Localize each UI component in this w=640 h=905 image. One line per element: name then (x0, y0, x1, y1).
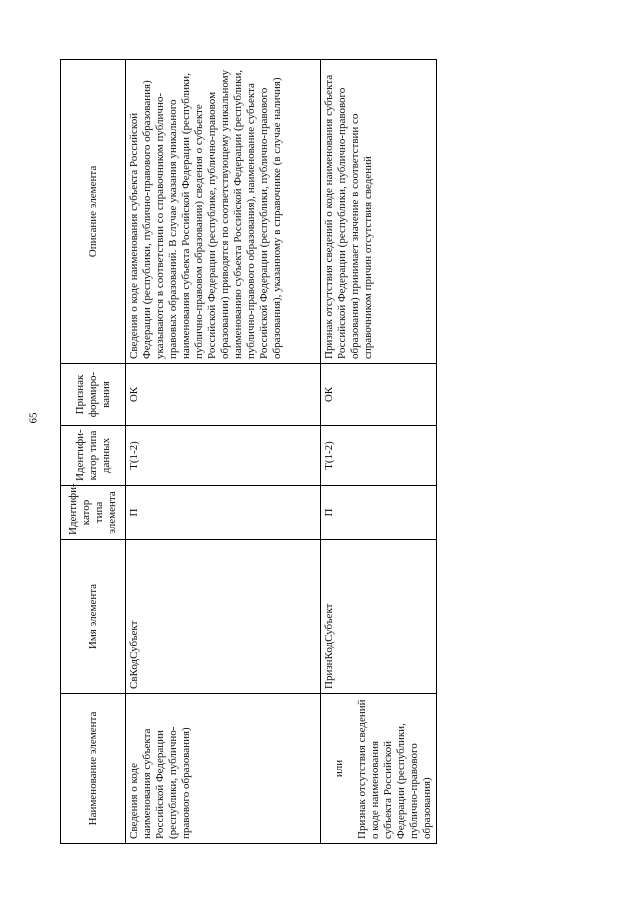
cell-identifier: ПризнКодСубъект (321, 540, 437, 694)
header-data-type: Идентифи-катор типа данных (61, 426, 126, 486)
cell-element-type: П (321, 486, 437, 540)
or-separator: или (333, 759, 345, 778)
table-row (126, 60, 321, 844)
cell-name: Признак отсутствия сведений о коде наименования субъекта Российской Федерации (республики, публично-правового образования) (356, 699, 433, 839)
cell-formation: ОК (126, 364, 321, 426)
cell-identifier: СвКодСубъект (126, 540, 321, 694)
header-description: Описание элемента (61, 60, 126, 364)
cell-data-type: T(1-2) (321, 426, 437, 486)
header-name: Наименование элемента (61, 694, 126, 844)
cell-formation: ОК (321, 364, 437, 426)
cell-description: Признак отсутствия сведений о коде наименования субъекта Российской Федерации (республики, публично-правового образования) принимает значение в соответствии со справочником причин отсутствия сведений (321, 60, 437, 364)
cell-name-with-or (321, 694, 437, 844)
rotated-table-wrapper (60, 60, 433, 844)
cell-description: Сведения о коде наименования субъекта Российской Федерации (республики, публично-правового образования) указываются в соответствии со справочником публично-правовых образований. В случае указания уникального наименования субъекта Российской Федерации (республики, публично-правовом образовании) сведения о субъекте Российской Федерации (республике, публично-правовом образовании) приводятся по соответствующему уникальному наименованию субъекта Российской Федерации (республики, публично-правового образования), наименование субъекта Российской Федерации (республики, публично-правового образования), указанному в справочнике (в случае наличия) (126, 60, 321, 364)
header-identifier: Имя элемента (61, 540, 126, 694)
table-header-row (61, 60, 126, 844)
header-element-type: Идентифи-катор типа элемента (61, 486, 126, 540)
page-number: 65 (27, 412, 40, 424)
cell-element-type: П (126, 486, 321, 540)
table-row (321, 60, 437, 844)
cell-data-type: T(1-2) (126, 426, 321, 486)
cell-name: Сведения о коде наименования субъекта Российской Федерации (республики, публично-правового образования) (126, 694, 321, 844)
elements-table (60, 59, 437, 844)
header-formation: Признак формиро-вания (61, 364, 126, 426)
